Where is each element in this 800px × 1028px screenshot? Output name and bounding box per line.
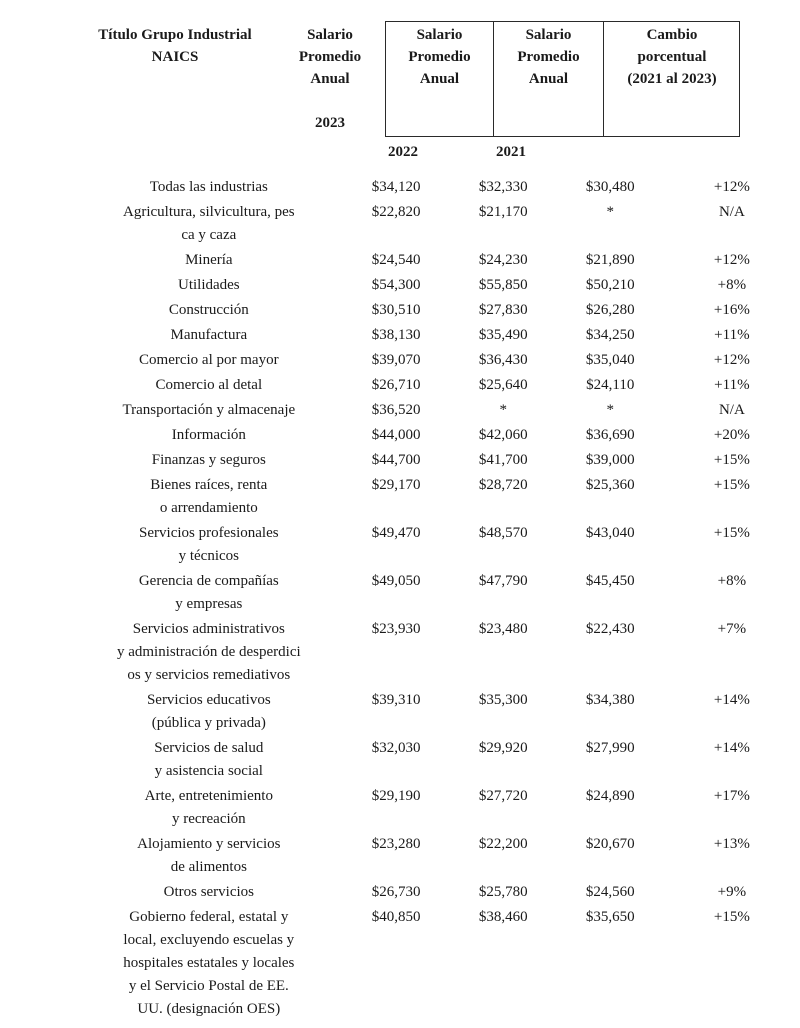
salary-2023-cell: $44,700 <box>371 452 421 468</box>
salary-2022-cell: $36,430 <box>478 352 528 368</box>
salary-2022-cell: $35,300 <box>478 692 528 708</box>
salary-2022-cell: $27,830 <box>478 302 528 318</box>
industry-name-line: Servicios profesionales <box>139 525 279 541</box>
industry-name-line: Servicios educativos <box>146 692 271 708</box>
header-change-line: (2021 al 2023) <box>627 71 717 87</box>
industry-name-line: Bienes raíces, renta <box>150 477 268 493</box>
salary-2022-cell: $35,490 <box>478 327 528 343</box>
header-change <box>604 24 740 90</box>
industry-name <box>75 349 343 374</box>
industry-name <box>75 324 343 349</box>
header-salary-2021-line: Anual <box>528 71 569 87</box>
salary-2023-cell: $54,300 <box>371 277 421 293</box>
salary-2021-cell: $27,990 <box>585 740 635 756</box>
header-industry-line: NAICS <box>151 49 199 65</box>
salary-2021-cell: $26,280 <box>585 302 635 318</box>
percent-change-cell: +14% <box>713 692 750 708</box>
salary-2023-cell: $24,540 <box>371 252 421 268</box>
salary-2023-cell: $26,730 <box>371 884 421 900</box>
industry-name-line: Otros servicios <box>163 884 255 900</box>
industry-name <box>75 424 343 449</box>
percent-change-cell: +17% <box>713 788 750 804</box>
table-row <box>0 249 800 274</box>
salary-2022-cell: $48,570 <box>478 525 528 541</box>
header-industry-line: Título Grupo Industrial <box>98 27 252 43</box>
header-salary-2023-line <box>285 90 375 112</box>
percent-change-cell: +8% <box>717 277 747 293</box>
industry-name-line: (pública y privada) <box>151 715 266 731</box>
salary-2021-cell: $34,380 <box>585 692 635 708</box>
table-row <box>0 176 800 201</box>
header-salary-2021-line: Promedio <box>517 49 580 65</box>
industry-name-line: y técnicos <box>178 548 240 564</box>
table-row <box>0 374 800 399</box>
industry-name <box>75 274 343 299</box>
table-row <box>0 474 800 522</box>
industry-name-line: hospitales estatales y locales <box>123 955 295 971</box>
salary-2021-cell: $21,890 <box>585 252 635 268</box>
industry-name-line: os y servicios remediativos <box>127 667 291 683</box>
industry-name-line: y recreación <box>171 811 246 827</box>
percent-change-cell: +12% <box>713 252 750 268</box>
industry-name <box>75 249 343 274</box>
industry-name <box>75 399 343 424</box>
table-row <box>0 324 800 349</box>
salary-2022-cell: $24,230 <box>478 252 528 268</box>
percent-change-cell: N/A <box>718 204 745 220</box>
salary-2021-cell: $35,650 <box>585 909 635 925</box>
industry-name <box>75 737 343 785</box>
table-row <box>0 737 800 785</box>
industry-name <box>75 299 343 324</box>
salary-2023-cell: $30,510 <box>371 302 421 318</box>
industry-name-line: local, excluyendo escuelas y <box>123 932 295 948</box>
salary-2022-cell: $27,720 <box>478 788 528 804</box>
salary-2023-cell: $26,710 <box>371 377 421 393</box>
industry-name-line: y administración de desperdici <box>116 644 301 660</box>
salary-2022-cell: $42,060 <box>478 427 528 443</box>
industry-name-line: o arrendamiento <box>159 500 258 516</box>
table-row <box>0 618 800 689</box>
salary-2022-cell: * <box>499 402 507 418</box>
salary-2023-cell: $22,820 <box>371 204 421 220</box>
percent-change-cell: +12% <box>713 352 750 368</box>
industry-name-line: Finanzas y seguros <box>151 452 266 468</box>
table-row <box>0 424 800 449</box>
table-row <box>0 689 800 737</box>
industry-name-line: Construcción <box>168 302 249 318</box>
table-row <box>0 833 800 881</box>
industry-name-line: Comercio al por mayor <box>139 352 279 368</box>
industry-name <box>75 906 343 1023</box>
header-change-line: porcentual <box>637 49 707 65</box>
salary-2023-cell: $39,070 <box>371 352 421 368</box>
salary-2021-cell: * <box>606 402 614 418</box>
header-industry <box>75 24 275 68</box>
header-salary-2023-line: Salario <box>307 27 353 43</box>
industry-name-line: UU. (designación OES) <box>137 1001 281 1017</box>
percent-change-cell: +7% <box>717 621 747 637</box>
salary-2023-cell: $49,470 <box>371 525 421 541</box>
salary-2023-cell: $34,120 <box>371 179 421 195</box>
salary-2021-cell: $25,360 <box>585 477 635 493</box>
salary-2022-cell: $55,850 <box>478 277 528 293</box>
salary-2021-cell: $30,480 <box>585 179 635 195</box>
header-salary-2022-line: Promedio <box>408 49 471 65</box>
industry-name-line: Información <box>171 427 246 443</box>
industry-name-line: Todas las industrias <box>149 179 268 195</box>
salary-2021-cell: $24,890 <box>585 788 635 804</box>
salary-2021-cell: $35,040 <box>585 352 635 368</box>
salary-2022-cell: $47,790 <box>478 573 528 589</box>
salary-2021-cell: $22,430 <box>585 621 635 637</box>
industry-name-line: de alimentos <box>170 859 247 875</box>
industry-name-line: Servicios administrativos <box>132 621 285 637</box>
salary-2021-cell: $43,040 <box>585 525 635 541</box>
industry-name-line: y empresas <box>175 596 243 612</box>
header-change-line: Cambio <box>646 27 698 43</box>
industry-name-line: ca y caza <box>181 227 237 243</box>
year-label-2022: 2022 <box>388 144 418 160</box>
percent-change-cell: +20% <box>713 427 750 443</box>
salary-2021-cell: $24,110 <box>586 377 635 393</box>
salary-2021-cell: $39,000 <box>585 452 635 468</box>
salary-2022-cell: $22,200 <box>478 836 528 852</box>
industry-name-line: y asistencia social <box>154 763 263 779</box>
industry-name <box>75 618 343 689</box>
salary-2023-cell: $23,280 <box>371 836 421 852</box>
salary-2022-cell: $25,640 <box>478 377 528 393</box>
industry-name-line: y el Servicio Postal de EE. <box>128 978 289 994</box>
industry-name-line: Alojamiento y servicios <box>137 836 281 852</box>
percent-change-cell: +11% <box>714 377 750 393</box>
industry-name <box>75 201 343 249</box>
percent-change-cell: +15% <box>713 452 750 468</box>
percent-change-cell: +13% <box>713 836 750 852</box>
salary-2021-cell: $36,690 <box>585 427 635 443</box>
percent-change-cell: +11% <box>714 327 750 343</box>
salary-2023-cell: $44,000 <box>371 427 421 443</box>
header-salary-2023-line: Anual <box>310 71 350 87</box>
industry-name <box>75 522 343 570</box>
salary-2022-cell: $32,330 <box>478 179 528 195</box>
table-row <box>0 881 800 906</box>
salary-2021-cell: $45,450 <box>585 573 635 589</box>
industry-name <box>75 449 343 474</box>
industry-name-line: Utilidades <box>177 277 240 293</box>
industry-name <box>75 881 343 906</box>
salary-2022-cell: $38,460 <box>478 909 528 925</box>
year-label-2021: 2021 <box>496 144 526 160</box>
industry-name <box>75 785 343 833</box>
percent-change-cell: N/A <box>718 402 745 418</box>
industry-name <box>75 689 343 737</box>
salary-2023-cell: $38,130 <box>371 327 421 343</box>
table-row <box>0 299 800 324</box>
industry-name-line: Gerencia de compañías <box>138 573 279 589</box>
header-salary-2023-line: Promedio <box>298 49 362 65</box>
salary-2021-cell: * <box>606 204 614 220</box>
salary-2021-cell: $24,560 <box>585 884 635 900</box>
header-salary-2023-year: 2023 <box>315 115 345 131</box>
industry-name <box>75 833 343 881</box>
salary-2022-cell: $28,720 <box>478 477 528 493</box>
salary-2023-cell: $39,310 <box>371 692 421 708</box>
header-salary-2022-line: Anual <box>419 71 460 87</box>
table-row <box>0 449 800 474</box>
table-row <box>0 349 800 374</box>
salary-2022-cell: $41,700 <box>478 452 528 468</box>
industry-name <box>75 570 343 618</box>
table-row <box>0 522 800 570</box>
percent-change-cell: +15% <box>713 477 750 493</box>
industry-name <box>75 374 343 399</box>
industry-name <box>75 176 343 201</box>
table-row <box>0 570 800 618</box>
industry-name-line: Gobierno federal, estatal y <box>129 909 289 925</box>
salary-2023-cell: $36,520 <box>371 402 421 418</box>
salary-2023-cell: $32,030 <box>371 740 421 756</box>
salary-2021-cell: $50,210 <box>585 277 635 293</box>
percent-change-cell: +14% <box>713 740 750 756</box>
header-salary-2022 <box>386 24 493 90</box>
table-row <box>0 785 800 833</box>
industry-name-line: Minería <box>185 252 233 268</box>
industry-name-line: Arte, entretenimiento <box>144 788 273 804</box>
salary-2021-cell: $20,670 <box>585 836 635 852</box>
salary-2023-cell: $40,850 <box>371 909 421 925</box>
percent-change-cell: +15% <box>713 909 750 925</box>
percent-change-cell: +12% <box>713 179 750 195</box>
table-row <box>0 274 800 299</box>
header-salary-2021-line: Salario <box>525 27 572 43</box>
percent-change-cell: +15% <box>713 525 750 541</box>
salary-2022-cell: $29,920 <box>478 740 528 756</box>
table-row <box>0 906 800 1023</box>
salary-2021-cell: $34,250 <box>585 327 635 343</box>
percent-change-cell: +8% <box>717 573 747 589</box>
salary-2023-cell: $29,170 <box>371 477 421 493</box>
industry-name <box>75 474 343 522</box>
industry-name-line: Transportación y almacenaje <box>122 402 296 418</box>
header-salary-2021 <box>494 24 603 90</box>
header-salary-2023 <box>285 24 375 134</box>
percent-change-cell: +9% <box>717 884 747 900</box>
percent-change-cell: +16% <box>713 302 750 318</box>
salary-table-body <box>0 176 800 1023</box>
salary-2022-cell: $25,780 <box>478 884 528 900</box>
salary-2023-cell: $23,930 <box>371 621 421 637</box>
industry-name-line: Manufactura <box>170 327 248 343</box>
salary-2023-cell: $29,190 <box>371 788 421 804</box>
industry-name-line: Agricultura, silvicultura, pes <box>123 204 295 220</box>
table-row <box>0 201 800 249</box>
header-salary-2022-line: Salario <box>416 27 463 43</box>
salary-2022-cell: $23,480 <box>478 621 528 637</box>
industry-name-line: Servicios de salud <box>154 740 264 756</box>
salary-2022-cell: $21,170 <box>478 204 528 220</box>
industry-name-line: Comercio al detal <box>155 377 263 393</box>
salary-2023-cell: $49,050 <box>371 573 421 589</box>
table-row <box>0 399 800 424</box>
